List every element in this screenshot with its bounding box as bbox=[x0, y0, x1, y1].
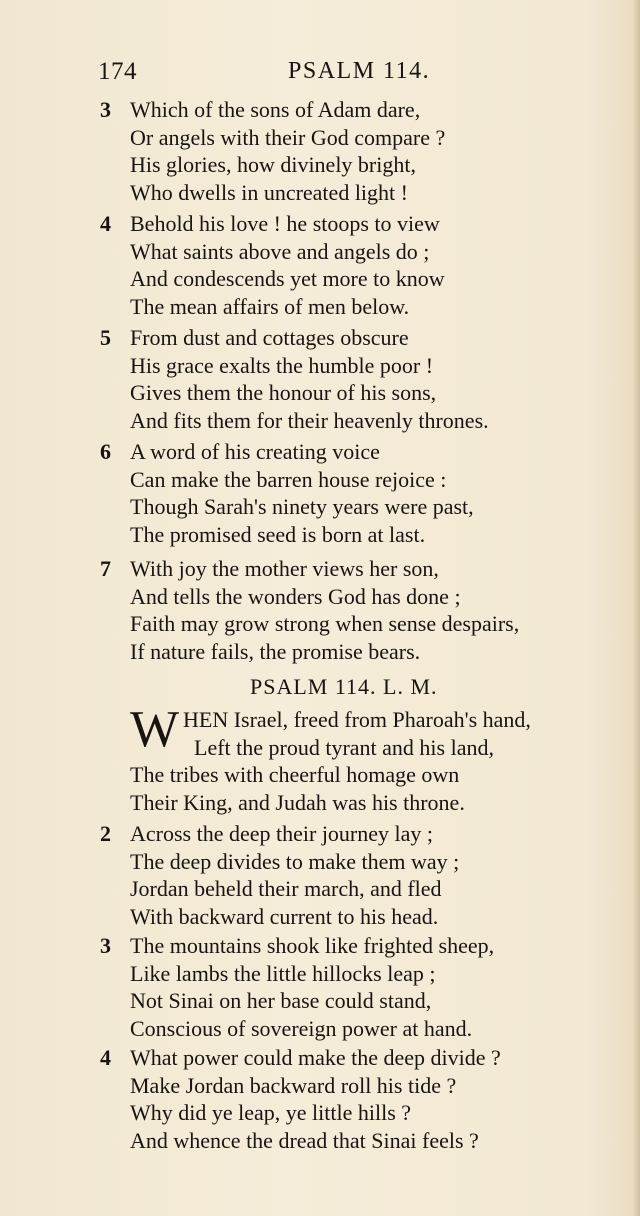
verse-line: The deep divides to make them way ; bbox=[130, 848, 460, 874]
verse-line: With backward current to his head. bbox=[130, 903, 439, 929]
verse-line: Their King, and Judah was his throne. bbox=[130, 789, 465, 815]
stanza-4-a bbox=[96, 210, 636, 320]
drop-cap: W bbox=[130, 701, 180, 758]
verse-line: Not Sinai on her base could stand, bbox=[130, 988, 432, 1013]
stanza-5-a bbox=[96, 324, 636, 434]
page-header bbox=[98, 58, 618, 92]
verse-line: Like lambs the little hillocks leap ; bbox=[130, 960, 436, 986]
verse-line: The tribes with cheerful homage own bbox=[130, 762, 460, 787]
stanza-6-a bbox=[96, 438, 636, 548]
page-number: 174 bbox=[98, 58, 137, 85]
verse-line: Left the proud tyrant and his land, bbox=[194, 734, 494, 760]
verse-line: With joy the mother views her son, bbox=[130, 556, 439, 581]
verse-line: His glories, how divinely bright, bbox=[130, 152, 416, 177]
stanza-1-b bbox=[96, 701, 636, 816]
stanza-number: 4 bbox=[100, 1045, 111, 1070]
verse-line: Gives them the honour of his sons, bbox=[130, 380, 437, 405]
running-head: PSALM 114. bbox=[288, 58, 431, 84]
verse-line: Make Jordan backward roll his tide ? bbox=[130, 1072, 457, 1098]
stanza-number: 2 bbox=[100, 821, 111, 846]
verse-line: And condescends yet more to know bbox=[130, 266, 445, 291]
verse-line: And whence the dread that Sinai feels ? bbox=[130, 1127, 479, 1153]
stanza-number: 7 bbox=[100, 556, 111, 581]
stanza-2-b bbox=[96, 820, 636, 930]
verse-line: Conscious of sovereign power at hand. bbox=[130, 1015, 473, 1041]
verse-line: Which of the sons of Adam dare, bbox=[130, 97, 421, 122]
verse-line: If nature fails, the promise bears. bbox=[130, 638, 421, 664]
stanza-3-a bbox=[96, 96, 636, 206]
stanza-number: 3 bbox=[100, 97, 111, 122]
verse-line: Jordan beheld their march, and fled bbox=[130, 876, 442, 901]
verse-line: Who dwells in uncreated light ! bbox=[130, 179, 408, 205]
verse-line: A word of his creating voice bbox=[130, 439, 380, 464]
stanza-number: 3 bbox=[100, 933, 111, 958]
verse-line: And fits them for their heavenly thrones. bbox=[130, 407, 489, 433]
verse-line: Faith may grow strong when sense despairs, bbox=[130, 611, 520, 636]
verse-line: What power could make the deep divide ? bbox=[130, 1045, 501, 1070]
verse-line: And tells the wonders God has done ; bbox=[130, 583, 461, 609]
verse-line: His grace exalts the humble poor ! bbox=[130, 352, 434, 378]
verse-line: Though Sarah's ninety years were past, bbox=[130, 494, 474, 519]
section-title: PSALM 114. L. M. bbox=[250, 674, 438, 699]
stanza-number: 6 bbox=[100, 439, 111, 464]
verse-line: Behold his love ! he stoops to view bbox=[130, 211, 440, 236]
verse-line: The mean affairs of men below. bbox=[130, 293, 410, 319]
stanza-7-a bbox=[96, 555, 636, 665]
verse-line: Can make the barren house rejoice : bbox=[130, 466, 447, 492]
verse-line: Across the deep their journey lay ; bbox=[130, 821, 434, 846]
stanza-number: 4 bbox=[100, 211, 111, 236]
verse-line: HEN Israel, freed from Pharoah's hand, bbox=[183, 707, 531, 732]
stanza-number: 5 bbox=[100, 325, 111, 350]
stanza-3-b bbox=[96, 932, 636, 1042]
verse-line: The promised seed is born at last. bbox=[130, 521, 426, 547]
verse-line: What saints above and angels do ; bbox=[130, 238, 430, 264]
verse-line: From dust and cottages obscure bbox=[130, 325, 409, 350]
verse-line: The mountains shook like frighted sheep, bbox=[130, 933, 495, 958]
stanza-4-b bbox=[96, 1044, 636, 1154]
verse-line: Or angels with their God compare ? bbox=[130, 124, 446, 150]
verse-line: Why did ye leap, ye little hills ? bbox=[130, 1100, 412, 1125]
